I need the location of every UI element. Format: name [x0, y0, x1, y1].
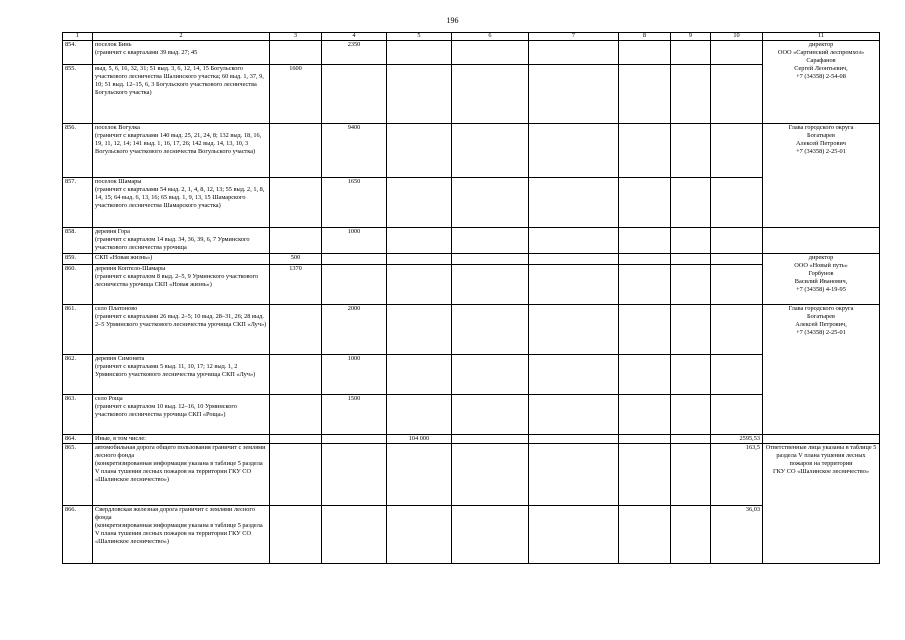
column-header: 10 — [711, 33, 763, 41]
cell-col4 — [322, 505, 387, 563]
cell-col3: 1600 — [270, 64, 322, 123]
cell-col3 — [270, 40, 322, 64]
cell-col4 — [322, 64, 387, 123]
cell-col10: 163,5 — [711, 443, 763, 505]
cell-col6 — [452, 40, 529, 64]
cell-col6 — [452, 227, 529, 253]
row-number: 857. — [63, 177, 93, 227]
cell-col3 — [270, 304, 322, 354]
cell-col6 — [452, 177, 529, 227]
page-number: 196 — [446, 16, 459, 25]
cell-col4: 2350 — [322, 40, 387, 64]
cell-col7 — [529, 177, 619, 227]
cell-col6 — [452, 505, 529, 563]
cell-col9 — [671, 264, 711, 304]
row-number: 861. — [63, 304, 93, 354]
column-header: 4 — [322, 33, 387, 41]
table-row — [63, 434, 880, 443]
cell-col3 — [270, 394, 322, 434]
contact-cell: директор ООО «Сартинский леспромхоз» Сарафанов Сергей Леонтьевич, +7 (34358) 2-54-08 — [763, 40, 880, 123]
cell-col4: 1500 — [322, 394, 387, 434]
cell-col10 — [711, 394, 763, 434]
cell-col4: 1000 — [322, 354, 387, 394]
cell-col4 — [322, 443, 387, 505]
cell-col6 — [452, 354, 529, 394]
cell-col5 — [387, 443, 452, 505]
cell-col3 — [270, 443, 322, 505]
cell-col4: 2000 — [322, 304, 387, 354]
contact-cell-empty — [763, 227, 880, 253]
cell-col8 — [619, 434, 671, 443]
cell-col9 — [671, 64, 711, 123]
cell-col10 — [711, 64, 763, 123]
cell-col5 — [387, 177, 452, 227]
cell-col8 — [619, 40, 671, 64]
location-description: деревня Симонята (граничит с кварталами 5 выд. 11, 10, 17; 12 выд. 1, 2 Урминского участкового лесничества урочища СКП «Луч») — [93, 354, 270, 394]
cell-col3: 500 — [270, 253, 322, 264]
cell-col7 — [529, 394, 619, 434]
cell-col4: 1000 — [322, 227, 387, 253]
cell-col5 — [387, 304, 452, 354]
cell-col10 — [711, 123, 763, 177]
cell-col4 — [322, 264, 387, 304]
column-header: 5 — [387, 33, 452, 41]
cell-col6 — [452, 253, 529, 264]
cell-col8 — [619, 394, 671, 434]
cell-col8 — [619, 264, 671, 304]
cell-col3: 1370 — [270, 264, 322, 304]
cell-col9 — [671, 123, 711, 177]
cell-col5 — [387, 64, 452, 123]
table-row — [63, 64, 880, 123]
row-number: 863. — [63, 394, 93, 434]
table-row — [63, 505, 880, 563]
location-description: автомобильная дорога общего пользования граничит с землями лесного фонда (конкретизированная информация указана в таблице 5 раздела V плана тушения лесных пожаров на территории ГКУ СО «Шалинское лесничество») — [93, 443, 270, 505]
cell-col9 — [671, 177, 711, 227]
cell-col10 — [711, 177, 763, 227]
location-description: деревня Гора (граничит с кварталом 14 выд. 34, 36, 39, 6, 7 Урминского участкового лесничества урочища — [93, 227, 270, 253]
cell-col9 — [671, 304, 711, 354]
cell-col4 — [322, 253, 387, 264]
cell-col5 — [387, 123, 452, 177]
cell-col6 — [452, 443, 529, 505]
cell-col9 — [671, 443, 711, 505]
cell-col5 — [387, 505, 452, 563]
cell-col7 — [529, 227, 619, 253]
row-number: 860. — [63, 264, 93, 304]
cell-col9 — [671, 227, 711, 253]
location-description: поселок Вогулка (граничит с кварталами 140 выд. 25, 21, 24, 8; 132 выд. 18, 16, 19, 11, 12, 14; 141 выд. 1, 16, 17, 26; 142 выд. 14, 13, 10, 3 Вогульского участкового лесничества Вогульского участка) — [93, 123, 270, 177]
cell-col9 — [671, 354, 711, 394]
contact-cell: Глава городского округа Богатырев Алексей Петрович +7 (34358) 2-25-01 — [763, 123, 880, 227]
cell-col9 — [671, 434, 711, 443]
forest-fire-table — [62, 32, 880, 564]
cell-col6 — [452, 64, 529, 123]
cell-col9 — [671, 394, 711, 434]
column-header: 2 — [93, 33, 270, 41]
cell-col5 — [387, 354, 452, 394]
table-row — [63, 304, 880, 354]
cell-col9 — [671, 505, 711, 563]
location-description: деревня Коптело-Шамары (граничит с кварталом 8 выд. 2–5, 9 Урминского участкового лесничества урочища СКП «Новая жизнь») — [93, 264, 270, 304]
location-description: СКП «Новая жизнь») — [93, 253, 270, 264]
cell-col5 — [387, 394, 452, 434]
table-row — [63, 123, 880, 177]
column-header: 1 — [63, 33, 93, 41]
cell-col6 — [452, 304, 529, 354]
cell-col5 — [387, 264, 452, 304]
location-description: село Платоново (граничит с кварталами 26 выд. 2–5; 10 выд. 28–31, 26; 28 выд. 2–5 Урминского участкового лесничества урочища СКП «Луч») — [93, 304, 270, 354]
cell-col3 — [270, 177, 322, 227]
table-row — [63, 177, 880, 227]
cell-col8 — [619, 123, 671, 177]
cell-col4: 1650 — [322, 177, 387, 227]
cell-col3 — [270, 505, 322, 563]
table-row — [63, 227, 880, 253]
cell-col8 — [619, 354, 671, 394]
row-number: 862. — [63, 354, 93, 394]
column-header: 3 — [270, 33, 322, 41]
row-number: 856. — [63, 123, 93, 177]
cell-col8 — [619, 253, 671, 264]
cell-col6 — [452, 123, 529, 177]
cell-col9 — [671, 253, 711, 264]
cell-col10: 2595,53 — [711, 434, 763, 443]
cell-col7 — [529, 264, 619, 304]
cell-col6 — [452, 434, 529, 443]
location-description: Свердловская железная дорога граничит с землями лесного фонда (конкретизированная информация указана в таблице 5 раздела V плана тушения лесных пожаров на территории ГКУ СО «Шалинское лесничество») — [93, 505, 270, 563]
cell-col7 — [529, 304, 619, 354]
cell-col9 — [671, 40, 711, 64]
cell-col5 — [387, 227, 452, 253]
cell-col7 — [529, 123, 619, 177]
table-row — [63, 264, 880, 304]
column-header-row — [63, 33, 880, 41]
cell-col3 — [270, 354, 322, 394]
cell-col7 — [529, 253, 619, 264]
column-header: 6 — [452, 33, 529, 41]
cell-col8 — [619, 505, 671, 563]
location-description: выд. 5, 6, 16, 32, 31; 51 выд. 3, 6, 12, 14, 15 Богульского участкового лесничества Шалинского участка; 60 выд. 1, 37, 9, 10; 51 выд. 12–15, 6, 3 Богульского участкового лесничества Богульского участка) — [93, 64, 270, 123]
row-number: 858. — [63, 227, 93, 253]
cell-col3 — [270, 227, 322, 253]
table-row — [63, 40, 880, 64]
cell-col5 — [387, 253, 452, 264]
row-number: 864. — [63, 434, 93, 443]
cell-col10 — [711, 40, 763, 64]
table-row — [63, 394, 880, 434]
location-description: Иные, в том числе: — [93, 434, 270, 443]
cell-col6 — [452, 394, 529, 434]
cell-col5 — [387, 40, 452, 64]
cell-col7 — [529, 40, 619, 64]
cell-col7 — [529, 434, 619, 443]
cell-col10 — [711, 354, 763, 394]
row-number: 854. — [63, 40, 93, 64]
cell-col4: 9400 — [322, 123, 387, 177]
table-row — [63, 354, 880, 394]
cell-col10 — [711, 253, 763, 264]
column-header: 11 — [763, 33, 880, 41]
row-number: 866. — [63, 505, 93, 563]
cell-col3 — [270, 123, 322, 177]
column-header: 7 — [529, 33, 619, 41]
cell-col8 — [619, 304, 671, 354]
cell-col10 — [711, 227, 763, 253]
location-description: поселок Шамары (граничит с кварталами 54 выд. 2, 1, 4, 8, 12, 13; 55 выд. 2, 1, 8, 14, 15; 64 выд. 6, 13, 16; 65 выд. 1, 9, 13, 15 Шамарского участкового лесничества Шамарского участка) — [93, 177, 270, 227]
contact-cell: Ответственные лица указаны в таблице 5 раздела V плана тушения лесных пожаров на территории ГКУ СО «Шалинское лесничество» — [763, 443, 880, 563]
contact-cell-empty — [763, 434, 880, 443]
cell-col10 — [711, 264, 763, 304]
column-header: 8 — [619, 33, 671, 41]
row-number: 855. — [63, 64, 93, 123]
row-number: 865. — [63, 443, 93, 505]
cell-col10: 36,03 — [711, 505, 763, 563]
cell-col4 — [322, 434, 387, 443]
table-row — [63, 253, 880, 264]
column-header: 9 — [671, 33, 711, 41]
location-description: село Роща (граничит с кварталом 10 выд. 12–16, 10 Урминского участкового лесничества урочища СКП «Роща») — [93, 394, 270, 434]
location-description: поселок Бинь (граничит с кварталами 39 выд. 27; 45 — [93, 40, 270, 64]
cell-col3 — [270, 434, 322, 443]
cell-col7 — [529, 505, 619, 563]
cell-col6 — [452, 264, 529, 304]
cell-col8 — [619, 177, 671, 227]
cell-col7 — [529, 443, 619, 505]
cell-col8 — [619, 227, 671, 253]
row-number: 859. — [63, 253, 93, 264]
cell-col7 — [529, 64, 619, 123]
cell-col7 — [529, 354, 619, 394]
cell-col8 — [619, 443, 671, 505]
contact-cell: Глава городского округа Богатырев Алексей Петрович, +7 (34358) 2-25-01 — [763, 304, 880, 434]
cell-col5: 104 000 — [387, 434, 452, 443]
table-row — [63, 443, 880, 505]
cell-col10 — [711, 304, 763, 354]
cell-col8 — [619, 64, 671, 123]
contact-cell: директор ООО «Новый путь» Горбунов Василий Иванович, +7 (34358) 4-19-95 — [763, 253, 880, 304]
